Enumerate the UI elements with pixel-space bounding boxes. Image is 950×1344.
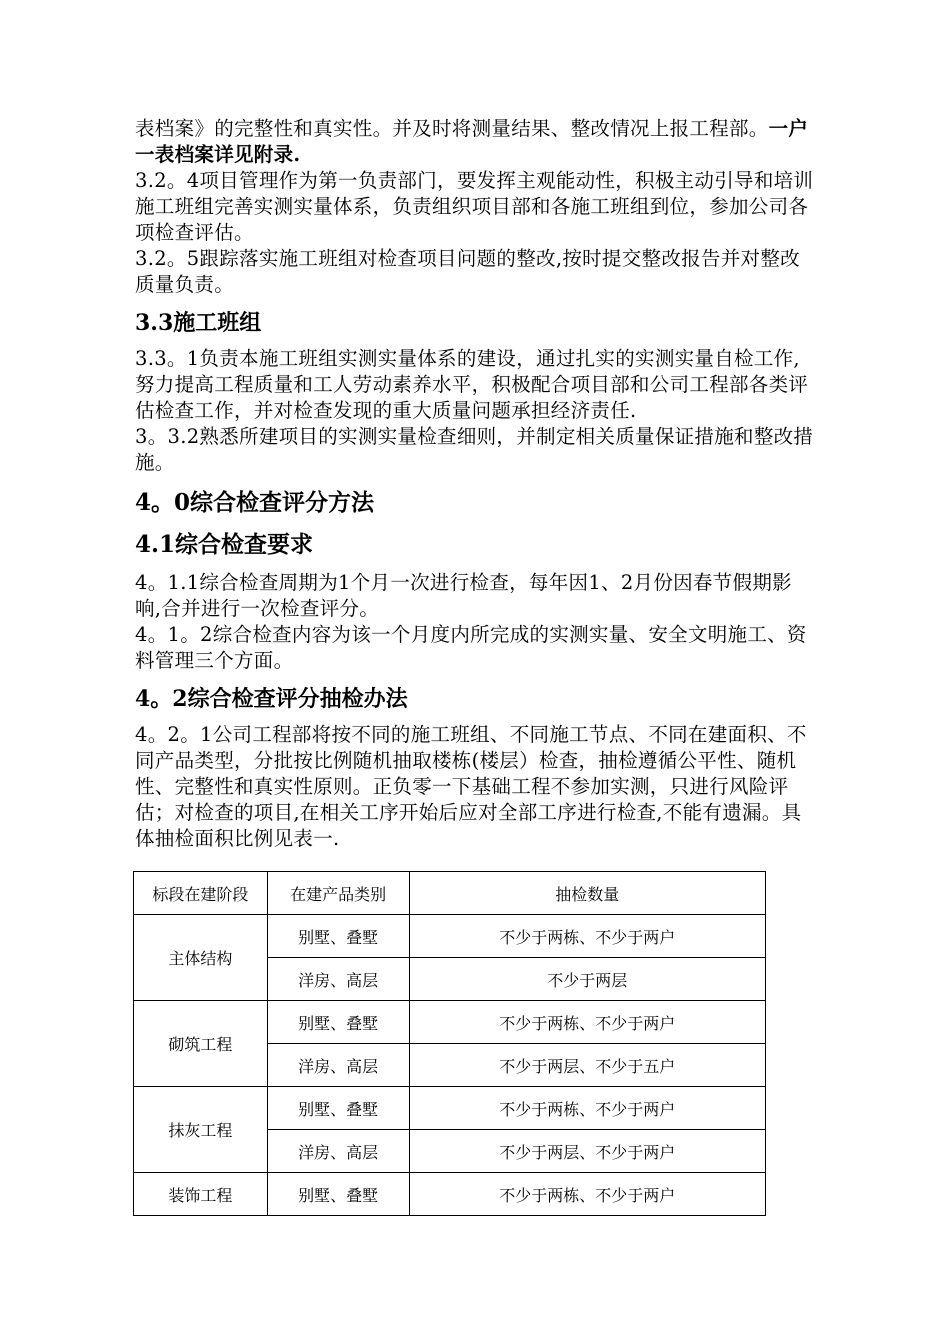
table-row: [134, 1173, 766, 1216]
heading-4-1: 4.1综合检查要求: [135, 531, 314, 558]
stage-cell: 主体结构: [134, 915, 268, 1001]
table-row: [134, 915, 766, 958]
heading-3-3: 3.3施工班组: [135, 310, 262, 336]
header-product: 在建产品类别: [267, 872, 409, 915]
quantity-cell: 不少于两层、不少于五户: [409, 1044, 765, 1087]
product-cell: 洋房、高层: [267, 1130, 409, 1173]
paragraph-1: [135, 116, 815, 168]
paragraph-5: 3。3.2熟悉所建项目的实测实量检查细则，并制定相关质量保证措施和整改措施。: [135, 425, 814, 474]
table-row: [134, 1087, 766, 1130]
paragraph-4: 3.3。1负责本施工班组实测实量体系的建设，通过扎实的实测实量自检工作,努力提高工程质量和工人劳动素养水平，积极配合项目部和公司工程部各类评估检查工作，并对检查发现的重大质量问题承担经济责任.: [135, 347, 809, 422]
sampling-table: [133, 871, 766, 1216]
paragraph-2: 3.2。4项目管理作为第一负责部门，要发挥主观能动性，积极主动引导和培训施工班组完善实测实量体系，负责组织项目部和各施工班组到位，参加公司各项检查评估。: [135, 169, 814, 244]
quantity-cell: 不少于两栋、不少于两户: [409, 1087, 765, 1130]
paragraph-6: 4。1.1综合检查周期为1个月一次进行检查，每年因1、2月份因春节假期影响,合并进行一次检查评分。: [135, 571, 792, 620]
heading-4-0: 4。0综合检查评分方法: [135, 489, 375, 516]
quantity-cell: 不少于两栋、不少于两户: [409, 915, 765, 958]
quantity-cell: 不少于两栋、不少于两户: [409, 1173, 765, 1216]
paragraph-text: 表档案》的完整性和真实性。并及时将测量结果、整改情况上报工程部。: [135, 117, 769, 140]
header-quantity: 抽检数量: [409, 872, 765, 915]
heading-4-2: 4。2综合检查评分抽检办法: [135, 686, 408, 712]
stage-cell: 砌筑工程: [134, 1001, 268, 1087]
product-cell: 别墅、叠墅: [267, 1173, 409, 1216]
quantity-cell: 不少于两层、不少于两户: [409, 1130, 765, 1173]
stage-cell: 抹灰工程: [134, 1087, 268, 1173]
quantity-cell: 不少于两层: [409, 958, 765, 1001]
stage-cell: 装饰工程: [134, 1173, 268, 1216]
paragraph-7: 4。1。2综合检查内容为该一个月度内所完成的实测实量、安全文明施工、资料管理三个方面。: [135, 623, 807, 672]
paragraph-bold-text: 一户一表档案详见附录.: [135, 117, 809, 166]
document-body: [135, 116, 815, 852]
product-cell: 洋房、高层: [267, 958, 409, 1001]
product-cell: 别墅、叠墅: [267, 1087, 409, 1130]
table-header-row: [134, 872, 766, 915]
paragraph-8: 4。2。1公司工程部将按不同的施工班组、不同施工节点、不同在建面积、不同产品类型，分批按比例随机抽取楼栋(楼层）检查，抽检遵循公平性、随机性、完整性和真实性原则。正负零一下基础工程不参加实测，只进行风险评估；对检查的项目,在相关工序开始后应对全部工序进行检查,不能有遗漏。具体抽检面积比例见表一.: [135, 723, 807, 850]
paragraph-3: 3.2。5跟踪落实施工班组对检查项目问题的整改,按时提交整改报告并对整改质量负责。: [135, 247, 800, 296]
product-cell: 别墅、叠墅: [267, 1001, 409, 1044]
table-row: [134, 1001, 766, 1044]
product-cell: 洋房、高层: [267, 1044, 409, 1087]
quantity-cell: 不少于两栋、不少于两户: [409, 1001, 765, 1044]
product-cell: 别墅、叠墅: [267, 915, 409, 958]
header-stage: 标段在建阶段: [134, 872, 268, 915]
